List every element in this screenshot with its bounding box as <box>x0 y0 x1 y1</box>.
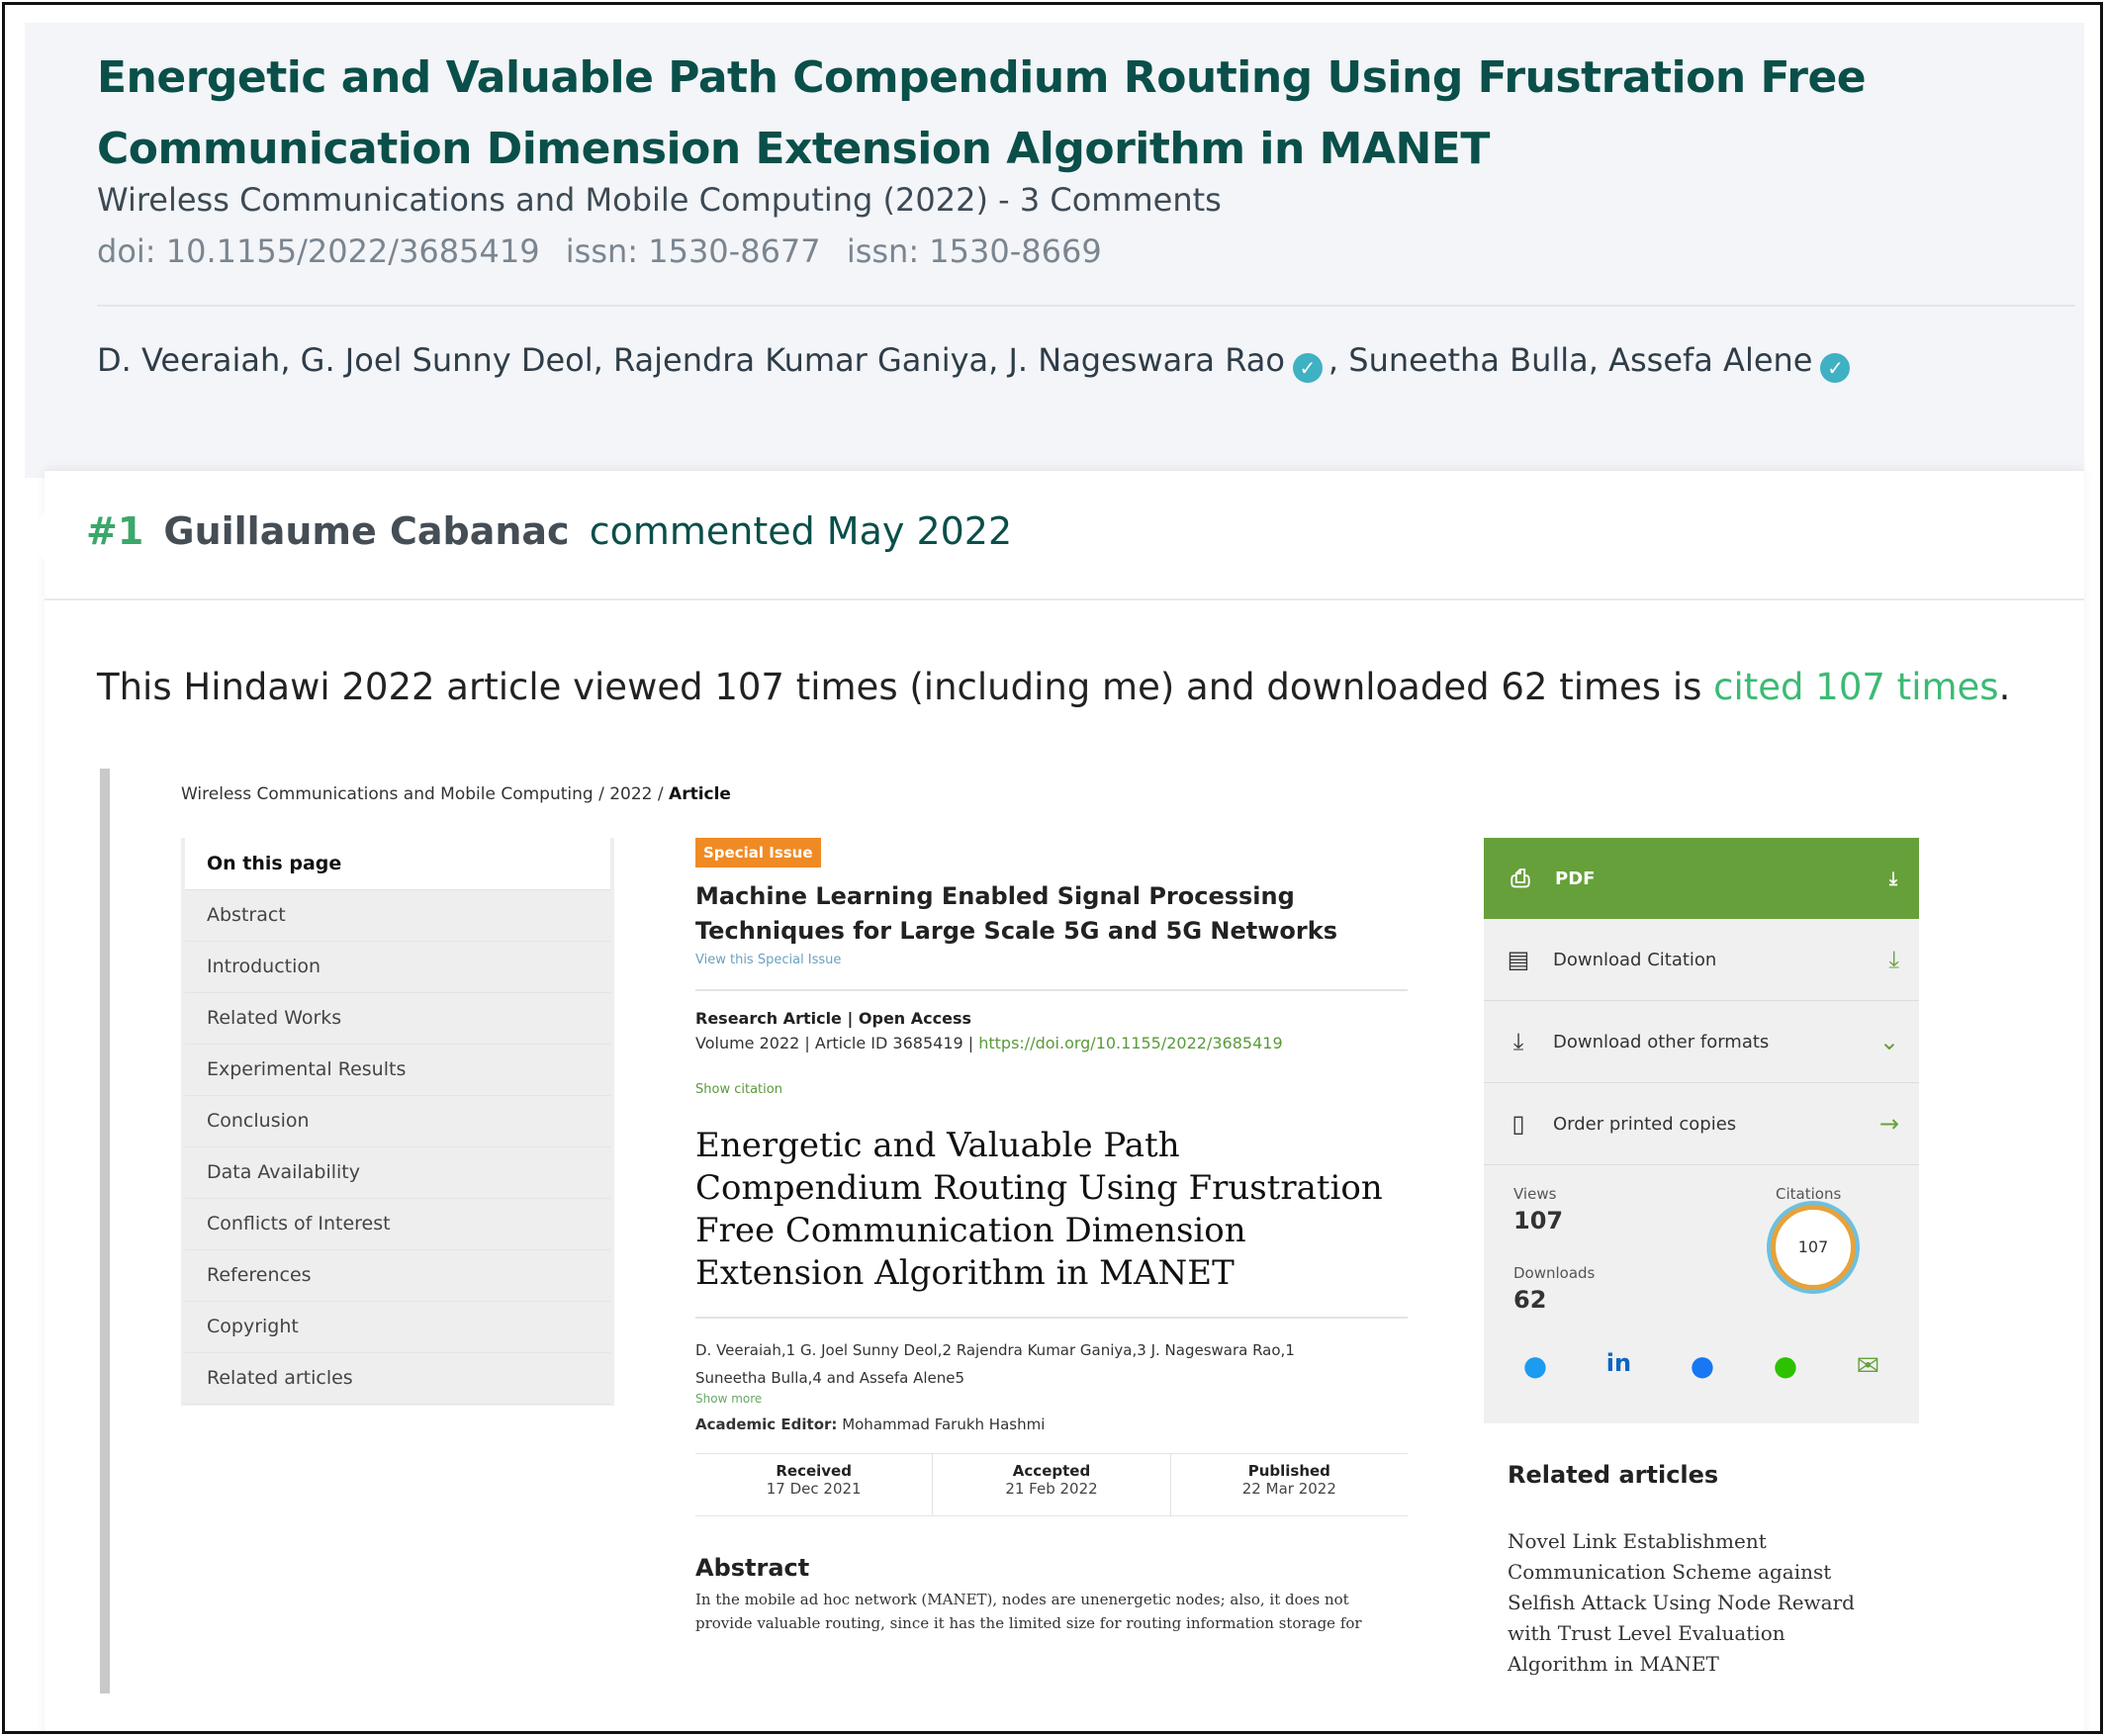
abstract-text: In the mobile ad hoc network (MANET), nodes are unenergetic nodes; also, it does not provide valuable routing, since it has the limited size for routing information storage for <box>695 1591 1362 1632</box>
issn-print: issn: 1530-8669 <box>846 232 1102 270</box>
special-issue-badge: Special Issue <box>695 838 821 868</box>
order-printed-copies <box>1484 1083 1919 1165</box>
divider <box>97 305 2075 307</box>
download-icon: ⤓ <box>1512 1028 1524 1055</box>
cited-link[interactable]: cited 107 times <box>1713 666 1999 708</box>
volume-text: Volume 2022 | Article ID 3685419 | <box>695 1034 979 1052</box>
download-icon: ⤓ <box>1888 946 1899 973</box>
download-other-formats <box>1484 1001 1919 1083</box>
breadcrumb-current: Article <box>669 784 731 804</box>
citations-label: Citations <box>1776 1185 1842 1203</box>
toc-title: On this page <box>185 838 610 890</box>
embedded-screenshot <box>122 769 1962 1703</box>
abstract-heading: Abstract <box>695 1554 810 1582</box>
arrow-right-icon: → <box>1878 1110 1899 1138</box>
toc-item: Conclusion <box>185 1096 610 1147</box>
download-citation-label: Download Citation <box>1553 949 1717 970</box>
journal-line[interactable]: Wireless Communications and Mobile Computing (2022) - 3 Comments <box>97 181 1222 219</box>
issn-online: issn: 1530-8677 <box>565 232 821 270</box>
toc-item: Related Works <box>185 993 610 1045</box>
toc-item: Copyright <box>185 1302 610 1353</box>
pdf-file-icon: ⎙ <box>1510 865 1530 892</box>
comment-date: commented May 2022 <box>589 509 1013 553</box>
quote-bar <box>100 769 110 1693</box>
accepted-label: Accepted <box>1012 1462 1091 1480</box>
article-title[interactable]: Energetic and Valuable Path Compendium Routing Using Frustration Free Communication Dimension Extension Algorithm in MANET <box>97 52 1867 174</box>
published-value: 22 Mar 2022 <box>1241 1480 1336 1498</box>
special-issue-link: View this Special Issue <box>695 953 842 967</box>
breadcrumb <box>181 784 731 804</box>
linkedin-icon: in <box>1605 1349 1632 1377</box>
article-sidebar <box>1484 838 1919 1680</box>
article-type: Research Article | Open Access <box>695 1009 972 1028</box>
doi[interactable]: doi: 10.1155/2022/3685419 <box>97 232 540 270</box>
book-icon: ▯ <box>1511 1110 1525 1138</box>
breadcrumb-path: Wireless Communications and Mobile Computing / 2022 / <box>181 784 670 804</box>
accepted-value: 21 Feb 2022 <box>1005 1480 1098 1498</box>
toc-item: Related articles <box>185 1353 610 1405</box>
commenter-name[interactable]: Guillaume Cabanac <box>163 509 570 553</box>
related-article: Novel Link Establishment Communication Scheme against Selfish Attack Using Node Reward with Trust Level Evaluation Algorithm in MANET <box>1508 1529 1855 1676</box>
comment-header <box>86 509 1012 553</box>
page-frame <box>2 2 2103 1734</box>
authors-first[interactable]: D. Veeraiah, G. Joel Sunny Deol, Rajendra Kumar Ganiya, J. Nageswara Rao <box>97 341 1285 379</box>
share-icons <box>1484 1333 1919 1382</box>
metrics <box>1484 1165 1919 1333</box>
comment-number[interactable]: #1 <box>86 509 144 553</box>
toc-item: Data Availability <box>185 1147 610 1199</box>
email-icon: ✉ <box>1856 1349 1880 1382</box>
facebook-icon: ● <box>1690 1349 1715 1382</box>
divider <box>695 1317 1408 1319</box>
toc-item: Experimental Results <box>185 1045 610 1096</box>
download-icon: ⤓ <box>1889 868 1897 889</box>
downloads-label: Downloads <box>1513 1264 1596 1282</box>
show-more: Show more <box>695 1392 763 1406</box>
received-label: Received <box>776 1462 852 1480</box>
toc-item: Introduction <box>185 942 610 993</box>
editor-name: Mohammad Farukh Hashmi <box>837 1416 1046 1433</box>
toc-item: References <box>185 1250 610 1302</box>
toc-item: Conflicts of Interest <box>185 1199 610 1250</box>
editor-label: Academic Editor: <box>695 1416 838 1433</box>
academic-editor <box>695 1416 1408 1433</box>
author-list <box>97 341 1856 383</box>
downloads-value: 62 <box>1513 1286 1547 1314</box>
volume-info <box>695 1034 1408 1052</box>
verified-check-icon: ✓ <box>1293 353 1323 383</box>
article-dates <box>695 1453 1408 1516</box>
show-citation: Show citation <box>695 1082 782 1097</box>
comment-body <box>97 666 2010 708</box>
embedded-authors-1: D. Veeraiah,1 G. Joel Sunny Deol,2 Rajendra Kumar Ganiya,3 J. Nageswara Rao,1 <box>695 1341 1295 1359</box>
authors-second[interactable]: , Suneetha Bulla, Assefa Alene <box>1327 341 1813 379</box>
pdf-button <box>1484 838 1919 919</box>
comment-notch <box>27 509 46 565</box>
comment-divider <box>45 598 2084 600</box>
comment-text: This Hindawi 2022 article viewed 107 times (including me) and downloaded 62 times is <box>97 666 1714 708</box>
document-icon: ▤ <box>1507 946 1530 973</box>
order-copies-label: Order printed copies <box>1553 1113 1737 1135</box>
accepted-date <box>933 1454 1170 1515</box>
views-value: 107 <box>1513 1207 1564 1234</box>
embedded-article-title: Energetic and Valuable Path Compendium Routing Using Frustration Free Communication Dimension Extension Algorithm in MANET <box>695 1126 1383 1293</box>
embedded-authors-2: Suneetha Bulla,4 and Assefa Alene5 <box>695 1369 965 1387</box>
comment-text-end: . <box>1998 666 2011 708</box>
verified-check-icon: ✓ <box>1820 353 1850 383</box>
views-label: Views <box>1513 1185 1557 1203</box>
article-main <box>695 838 1408 1635</box>
download-other-label: Download other formats <box>1553 1031 1770 1052</box>
actions-panel <box>1484 838 1919 1423</box>
received-date <box>695 1454 933 1515</box>
citations-badge: 107 <box>1771 1205 1856 1290</box>
download-citation <box>1484 919 1919 1001</box>
special-issue-title: Machine Learning Enabled Signal Processing Techniques for Large Scale 5G and 5G Networks <box>695 882 1337 945</box>
toc-item: Abstract <box>185 890 610 942</box>
doi-link: https://doi.org/10.1155/2022/3685419 <box>978 1034 1283 1052</box>
identifiers <box>97 232 1118 270</box>
published-label: Published <box>1247 1462 1330 1480</box>
toc-sidebar <box>181 838 614 1406</box>
chevron-down-icon: ⌄ <box>1878 1028 1899 1055</box>
twitter-icon: ● <box>1522 1349 1548 1382</box>
received-value: 17 Dec 2021 <box>766 1480 862 1498</box>
published-date <box>1171 1454 1408 1515</box>
divider <box>695 989 1408 991</box>
related-heading: Related articles <box>1508 1461 1719 1489</box>
pdf-label: PDF <box>1555 868 1596 889</box>
wechat-icon: ● <box>1773 1349 1798 1382</box>
